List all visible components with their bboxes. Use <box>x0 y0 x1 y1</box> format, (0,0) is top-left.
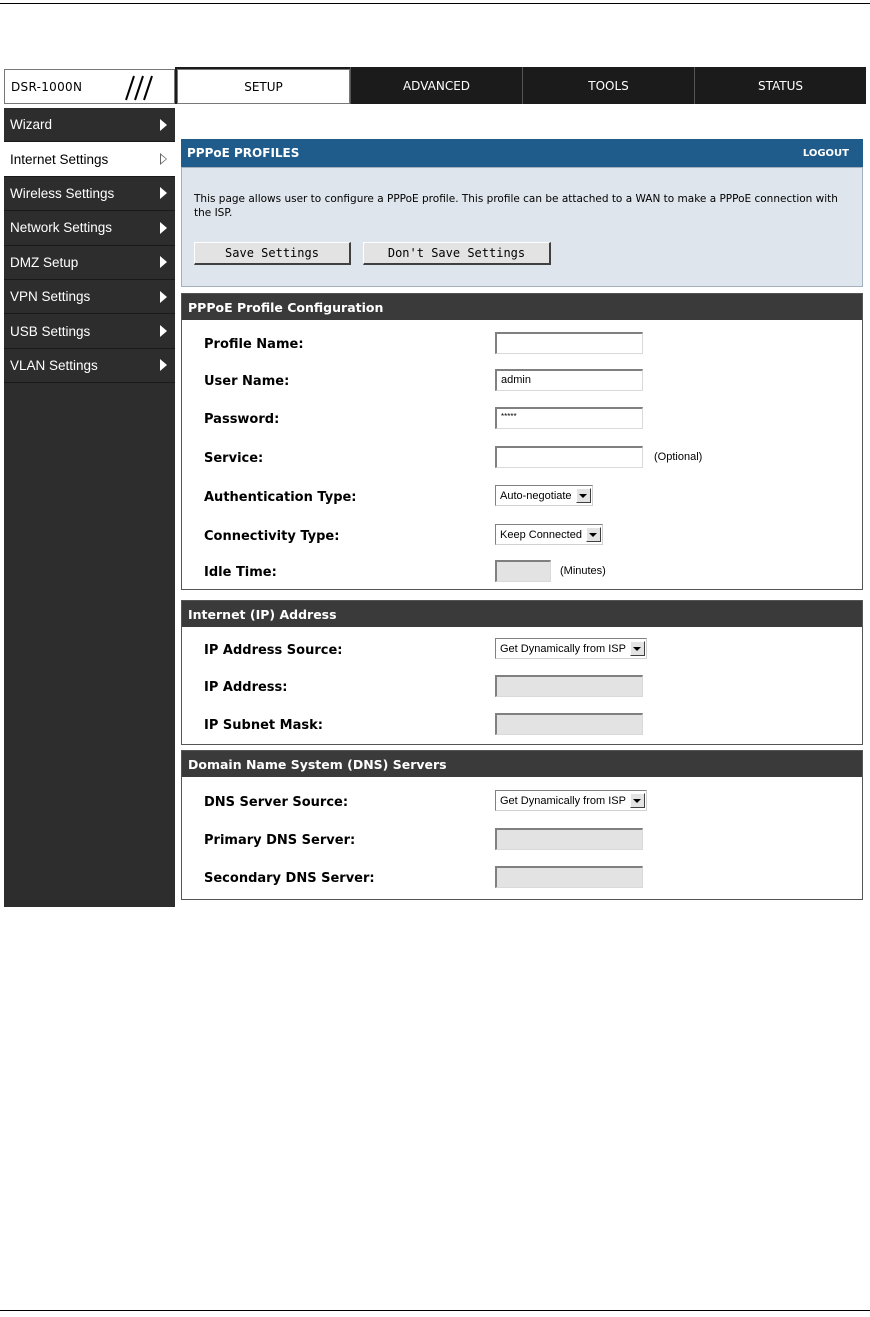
profile-config-section <box>181 293 863 590</box>
caret-right-icon <box>160 222 167 234</box>
tab-status[interactable]: STATUS <box>694 67 866 104</box>
password-input[interactable]: ***** <box>495 407 643 429</box>
dropdown-arrow-icon <box>576 488 591 503</box>
idle-time-input[interactable] <box>495 560 551 582</box>
sidebar-item-label: Wizard <box>10 117 53 133</box>
field-label: IP Address Source: <box>204 643 343 658</box>
tab-tools[interactable]: TOOLS <box>522 67 694 104</box>
slashes-icon <box>118 74 158 102</box>
page-description: This page allows user to configure a PPPoE profile. This profile can be attached to a WAN to make a PPPoE connection with the ISP. <box>194 193 838 219</box>
dropdown-arrow-icon <box>630 641 645 656</box>
field-label: DNS Server Source: <box>204 795 349 810</box>
panel-description-box <box>181 167 863 287</box>
secondary-dns-input[interactable] <box>495 866 643 888</box>
sidebar-item-dmz-setup[interactable] <box>4 246 175 280</box>
auth-type-select[interactable] <box>495 485 593 506</box>
save-settings-button[interactable]: Save Settings <box>194 242 351 265</box>
field-label: IP Subnet Mask: <box>204 718 323 733</box>
caret-right-icon <box>160 187 167 199</box>
user-name-row <box>182 369 862 395</box>
sidebar-item-label: DMZ Setup <box>10 254 79 270</box>
sidebar-item-vlan-settings[interactable] <box>4 349 175 383</box>
sidebar-item-network-settings[interactable] <box>4 211 175 245</box>
brand-logo <box>4 69 175 104</box>
minutes-hint: (Minutes) <box>560 565 606 577</box>
tab-setup[interactable]: SETUP <box>177 69 350 104</box>
section-title: Internet (IP) Address <box>182 601 862 627</box>
field-label: IP Address: <box>204 680 288 695</box>
caret-right-icon <box>160 325 167 337</box>
sidebar-item-label: Internet Settings <box>10 151 109 167</box>
page-top-rule <box>0 3 870 4</box>
ip-source-select[interactable] <box>495 638 647 659</box>
sidebar-item-label: VLAN Settings <box>10 357 98 373</box>
field-label: Password: <box>204 412 280 427</box>
sidebar-item-usb-settings[interactable] <box>4 314 175 348</box>
dns-section <box>181 750 863 900</box>
sidebar-item-wireless-settings[interactable] <box>4 177 175 211</box>
field-label: Secondary DNS Server: <box>204 871 375 886</box>
select-value: Get Dynamically from ISP <box>500 794 626 807</box>
ip-address-section <box>181 600 863 745</box>
ip-source-row <box>182 638 862 664</box>
brand-model: DSR-1000N <box>11 80 83 94</box>
sidebar-item-internet-settings[interactable] <box>4 142 175 176</box>
main-tabs <box>175 67 866 104</box>
sidebar <box>4 108 175 907</box>
panel-header <box>181 139 863 167</box>
connectivity-type-row <box>182 524 862 550</box>
password-row <box>182 407 862 433</box>
field-label: Idle Time: <box>204 565 277 580</box>
caret-right-outline-icon <box>160 153 167 165</box>
ip-subnet-row <box>182 713 862 739</box>
sidebar-item-label: Wireless Settings <box>10 185 115 201</box>
service-row <box>182 446 862 472</box>
caret-right-icon <box>160 256 167 268</box>
dropdown-arrow-icon <box>630 793 645 808</box>
logout-link[interactable]: LOGOUT <box>802 147 849 159</box>
service-input[interactable] <box>495 446 643 468</box>
caret-right-icon <box>160 291 167 303</box>
ip-address-row <box>182 675 862 701</box>
profile-name-input[interactable] <box>495 332 643 354</box>
ip-address-input[interactable] <box>495 675 643 697</box>
select-value: Get Dynamically from ISP <box>500 642 626 655</box>
connectivity-type-select[interactable] <box>495 524 603 545</box>
idle-time-row <box>182 560 862 586</box>
field-label: Connectivity Type: <box>204 529 340 544</box>
secondary-dns-row <box>182 866 862 892</box>
field-label: Service: <box>204 451 264 466</box>
caret-right-icon <box>160 119 167 131</box>
primary-dns-input[interactable] <box>495 828 643 850</box>
field-label: User Name: <box>204 374 290 389</box>
subnet-mask-input[interactable] <box>495 713 643 735</box>
section-title: Domain Name System (DNS) Servers <box>182 751 862 777</box>
page-bottom-rule <box>0 1310 870 1311</box>
profile-name-row <box>182 332 862 358</box>
dns-source-select[interactable] <box>495 790 647 811</box>
user-name-input[interactable]: admin <box>495 369 643 391</box>
sidebar-item-label: USB Settings <box>10 323 91 339</box>
field-label: Primary DNS Server: <box>204 833 356 848</box>
sidebar-item-vpn-settings[interactable] <box>4 280 175 314</box>
dropdown-arrow-icon <box>586 527 601 542</box>
dont-save-settings-button[interactable]: Don't Save Settings <box>363 242 551 265</box>
section-title: PPPoE Profile Configuration <box>182 294 862 320</box>
select-value: Keep Connected <box>500 528 582 541</box>
dns-source-row <box>182 790 862 816</box>
field-label: Profile Name: <box>204 337 304 352</box>
primary-dns-row <box>182 828 862 854</box>
sidebar-item-label: Network Settings <box>10 220 113 236</box>
sidebar-item-label: VPN Settings <box>10 289 91 305</box>
caret-right-icon <box>160 359 167 371</box>
optional-hint: (Optional) <box>654 451 703 463</box>
field-label: Authentication Type: <box>204 490 357 505</box>
auth-type-row <box>182 485 862 511</box>
sidebar-item-wizard[interactable] <box>4 108 175 142</box>
page-title: PPPoE PROFILES <box>187 146 300 160</box>
select-value: Auto-negotiate <box>500 489 572 502</box>
tab-advanced[interactable]: ADVANCED <box>350 67 522 104</box>
